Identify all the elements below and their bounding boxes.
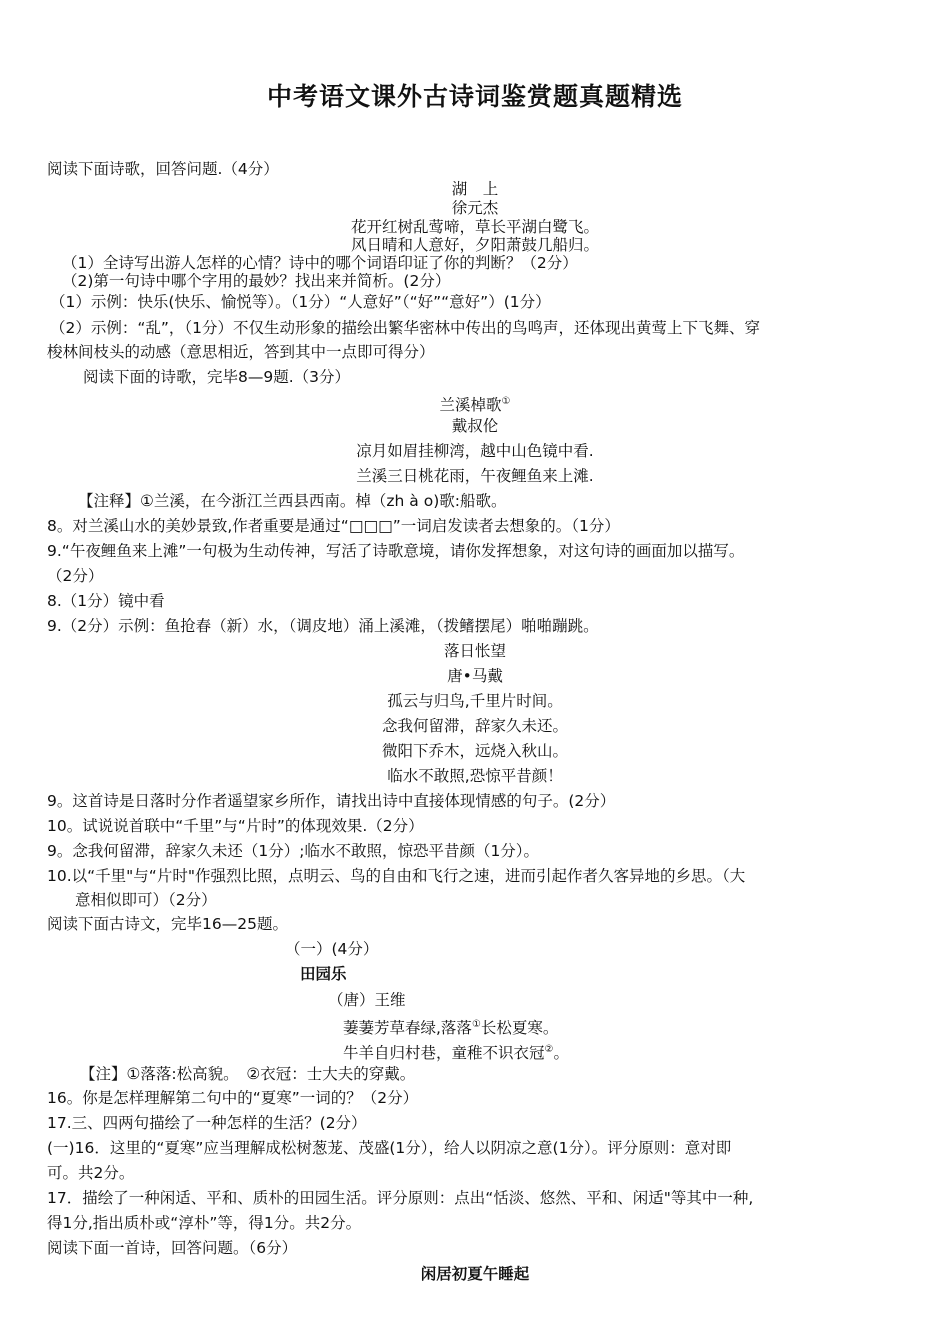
s1-poem-line-1: 花开红树乱莺啼，草长平湖白鹭飞。: [350, 218, 599, 236]
s3-answer-10-line-2: 意相似即可）（2分）: [75, 891, 217, 909]
s1-poem-line-2: 风日晴和人意好，夕阳萧鼓几船归。: [350, 236, 599, 254]
s2-poem-title-line: [0, 391, 950, 416]
s2-question-9-line-2: （2分）: [47, 567, 104, 585]
s3-answer-10-line-1: 10.以“千里"与“片时"作强烈比照，点明云、鸟的自由和飞行之速，进而引起作者久客异地的乡思。（大: [47, 867, 746, 885]
s2-poem-line-2: 兰溪三日桃花雨，午夜鲤鱼来上滩.: [356, 467, 594, 485]
s3-answer-9: 9。念我何留滞，辞家久未还（1分）;临水不敢照，惊恐平昔颜（1分）。: [47, 842, 540, 860]
s4-poem-line-2: [343, 1039, 569, 1064]
s3-question-9: 9。这首诗是日落时分作者遥望家乡所作，请找出诗中直接体现情感的句子。(2分）: [47, 792, 616, 810]
s2-question-8: 8。对兰溪山水的美妙景致,作者重要是通过“□□□”一词启发读者去想象的。（1分）: [47, 517, 620, 535]
s2-note: 【注释】①兰溪，在今浙江兰西县西南。棹（zh à o)歌:船歌。: [78, 492, 507, 510]
s4-note-mark-2: ②: [544, 1044, 554, 1055]
s5-poem-title: 闲居初夏午睡起: [420, 1265, 530, 1283]
s4-note: 【注】①落落:松高貌。 ②衣冠：士大夫的穿戴。: [80, 1065, 416, 1083]
s2-answer-9: 9.（2分）示例：鱼抢春（新）水，（调皮地）涌上溪滩，（拨鳍摆尾）啪啪蹦跳。: [47, 617, 599, 635]
s4-poem-title: 田园乐: [300, 965, 347, 983]
s3-poem-title: 落日怅望: [443, 642, 506, 660]
s1-intro: 阅读下面诗歌，回答问题.（4分）: [47, 160, 279, 178]
s3-poem-line-4: 临水不敢照,恐惊平昔颜！: [387, 767, 563, 785]
s4-answer-16-line-2: 可。共2分。: [47, 1164, 135, 1182]
s4-poem-line-1-a: 萋萋芳草春绿,落落: [343, 1019, 472, 1038]
s1-question-1: （1）全诗写出游人怎样的心情？诗中的哪个词语印证了你的判断？（2分）: [62, 254, 578, 272]
s4-question-17: 17.三、四两句描绘了一种怎样的生活？(2分）: [47, 1114, 367, 1132]
s4-poem-line-1: [343, 1014, 558, 1039]
s3-poem-line-1: 孤云与归鸟,千里片时间。: [387, 692, 563, 710]
s3-poem-line-2: 念我何留滞，辞家久未还。: [381, 717, 568, 735]
s2-answer-8: 8.（1分）镜中看: [47, 592, 165, 610]
s2-intro: 阅读下面的诗歌，完毕8—9题.（3分）: [83, 368, 351, 386]
s1-answer-2-line-1: （2）示例：“乱”，（1分）不仅生动形象的描绘出繁华密林中传出的鸟鸣声，还体现出黄莺上下飞舞、穿: [50, 319, 761, 337]
s1-poem-title: 湖 上: [451, 180, 499, 198]
page-title: 中考语文课外古诗词鉴赏题真题精选: [266, 82, 683, 111]
s1-answer-2-line-2: 梭林间枝头的动感（意思相近，答到其中一点即可得分）: [47, 343, 435, 361]
s4-poem-line-2-b: 。: [553, 1044, 569, 1063]
s2-poem-title: 兰溪棹歌: [439, 396, 502, 415]
s4-part-label: （一）(4分）: [285, 940, 379, 958]
s4-answer-17-line-2: 得1分,指出质朴或“淳朴”等，得1分。共2分。: [47, 1214, 362, 1232]
s4-answer-16-line-1: (一)16．这里的“夏寒”应当理解成松树葱茏、茂盛(1分），给人以阴凉之意(1分）。评分原则：意对即: [47, 1139, 732, 1157]
s2-poem-line-1: 凉月如眉挂柳湾，越中山色镜中看.: [356, 442, 594, 460]
s3-poem-author: 唐•马戴: [447, 667, 503, 685]
s4-poem-line-2-a: 牛羊自归村巷，童稚不识衣冠: [343, 1044, 545, 1063]
s4-intro: 阅读下面古诗文，完毕16—25题。: [47, 915, 288, 933]
s3-question-10: 10。试说说首联中“千里”与“片时”的体现效果.（2分）: [47, 817, 424, 835]
s2-question-9-line-1: 9.“午夜鲤鱼来上滩”一句极为生动传神，写活了诗歌意境，请你发挥想象，对这句诗的画面加以描写。: [47, 542, 745, 560]
s1-poem-author: 徐元杰: [451, 199, 499, 217]
s5-intro: 阅读下面一首诗，回答问题。（6分）: [47, 1239, 298, 1257]
s4-poem-author: （唐）王维: [328, 991, 406, 1009]
s3-poem-line-3: 微阳下乔木，远烧入秋山。: [381, 742, 568, 760]
s1-question-2: （2)第一句诗中哪个字用的最妙？找出来并简析。(2分）: [62, 272, 451, 290]
s2-poem-author: 戴叔伦: [451, 417, 499, 435]
s4-poem-line-1-b: 长松夏寒。: [480, 1019, 559, 1038]
s4-answer-17-line-1: 17．描绘了一种闲适、平和、质朴的田园生活。评分原则：点出“恬淡、悠然、平和、闲适"等其中一种,: [47, 1189, 754, 1207]
s1-answer-1: （1）示例：快乐(快乐、愉悦等）。（1分）“人意好”（“好”“意好”）(1分）: [50, 293, 551, 311]
s4-question-16: 16。你是怎样理解第二句中的“夏寒”一词的？（2分）: [47, 1089, 419, 1107]
s2-poem-title-note-mark: ①: [501, 396, 511, 407]
s4-note-mark-1: ①: [471, 1019, 481, 1030]
